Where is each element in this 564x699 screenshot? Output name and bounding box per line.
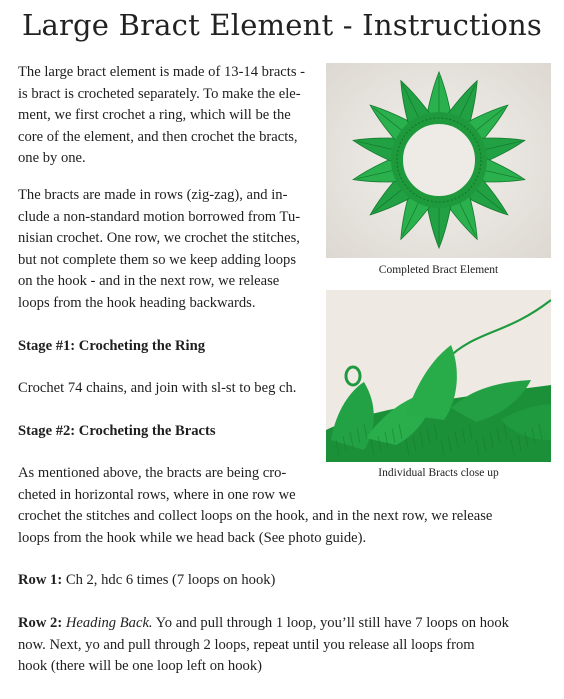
row2-line xyxy=(18,613,509,635)
row2-instruction xyxy=(18,613,509,678)
stage2-line: crochet the stitches and collect loops on the hook, and in the next row, we release xyxy=(18,508,493,525)
completed-bract-caption: Completed Bract Element xyxy=(378,264,499,276)
stage2-line: loops from the hook while we head back (See photo guide). xyxy=(18,529,367,546)
intro-line: core of the element, and then crochet the bracts, xyxy=(18,128,298,145)
row2-line: now. Next, yo and pull through 2 loops, repeat until you release all loops from xyxy=(18,636,475,653)
stage2-heading-text: Stage #2: Crocheting the Bracts xyxy=(18,423,216,439)
completed-bract-photo xyxy=(326,63,551,258)
stage1-text: Crochet 74 chains, and join with sl-st to beg ch. xyxy=(18,380,297,396)
intro-line: The large bract element is made of 13-14 bracts - xyxy=(18,64,306,80)
rows-line: The bracts are made in rows (zig-zag), and in- xyxy=(18,187,288,203)
intro-line: ment, we first crochet a ring, which will be the xyxy=(18,107,291,124)
rows-paragraph xyxy=(18,185,300,315)
row1-text: Ch 2, hdc 6 times (7 loops on hook) xyxy=(62,572,276,588)
row2-line: hook (there will be one loop left on hook) xyxy=(18,658,262,675)
rows-line: on the hook - and in the next row, we release xyxy=(18,273,280,290)
rows-line: loops from the hook heading backwards. xyxy=(18,294,256,311)
closeup-bract-photo xyxy=(326,290,551,462)
stage2-line: As mentioned above, the bracts are being cro- xyxy=(18,465,287,481)
intro-paragraph xyxy=(18,62,305,170)
row1-instruction xyxy=(18,570,275,592)
row2-label: Row 2: xyxy=(18,615,63,631)
row1-label: Row 1: xyxy=(18,572,63,588)
row2-line1-rest: Yo and pull through 1 loop, you’ll still have 7 loops on hook xyxy=(152,615,509,631)
stage1-heading-text: Stage #1: Crocheting the Ring xyxy=(18,338,206,354)
intro-line: is bract is crocheted separately. To make the ele- xyxy=(18,85,301,102)
rows-line: nisian crochet. One row, we crochet the stitches, xyxy=(18,230,300,247)
bract-closeup-illustration xyxy=(326,290,551,462)
rows-line: clude a non-standard motion borrowed from Tu- xyxy=(18,208,301,225)
bract-ring-illustration xyxy=(326,63,551,258)
stage2-heading xyxy=(18,421,216,443)
rows-line: but not complete them so we keep adding loops xyxy=(18,251,297,268)
closeup-bract-caption: Individual Bracts close up xyxy=(378,467,499,479)
row2-italic: Heading Back. xyxy=(65,615,153,631)
stage1-heading xyxy=(18,336,205,358)
intro-line: one by one. xyxy=(18,150,86,167)
page-title: Large Bract Element - Instructions xyxy=(22,8,542,42)
stage2-line: cheted in horizontal rows, where in one row we xyxy=(18,486,296,503)
